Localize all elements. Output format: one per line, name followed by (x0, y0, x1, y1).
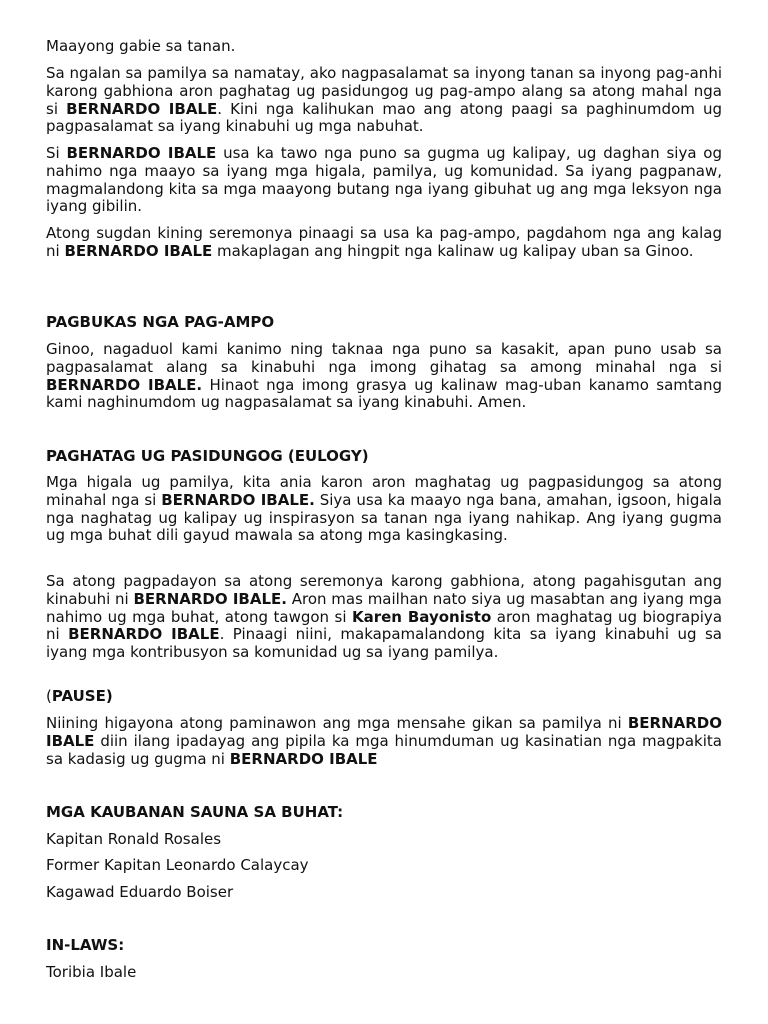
colleague-item: Former Kapitan Leonardo Calaycay (46, 856, 309, 874)
intro-paragraph-1: Sa ngalan sa pamilya sa namatay, ako nagpasalamat sa inyong tanan sa inyong pag-anhi karong gabhiona aron paghatag ug pasidungog ug pag-ampo alang sa atong mahal nga si BERNARDO IBALE. Kini nga kalihukan mao ang atong paagi sa paghinumdom ug pagpasalamat sa iyang kinabuhi ug mga nabuhat. (46, 64, 722, 136)
deceased-name: BERNARDO IBALE. (46, 375, 203, 394)
in-laws-heading: IN-LAWS: (46, 936, 125, 954)
deceased-name: BERNARDO IBALE (66, 99, 218, 118)
greeting-line: Maayong gabie sa tanan. (46, 37, 236, 55)
deceased-name: BERNARDO IBALE (46, 714, 722, 750)
eulogy-paragraph-3: Niining higayona atong paminawon ang mga mensahe gikan sa pamilya ni BERNARDO IBALE diin ilang ipadayag ang pipila ka mga hinumduman ug kasinatian nga magpakita sa kadasig ug gugma ni BERNARDO IBALE (46, 714, 722, 768)
pause-note: (PAUSE) (46, 687, 113, 705)
in-law-item: Toribia Ibale (46, 963, 137, 981)
opening-prayer-heading: PAGBUKAS NGA PAG-AMPO (46, 313, 275, 331)
speaker-name: Karen Bayonisto (351, 607, 492, 626)
deceased-name: BERNARDO IBALE. (161, 490, 315, 509)
eulogy-paragraph-2: Sa atong pagpadayon sa atong seremonya karong gabhiona, atong pagahisgutan ang kinabuhi ni BERNARDO IBALE. Aron mas mailhan nato siya ug masabtan ang iyang mga nahimo ug mga buhat, atong tawgon si Karen Bayonisto aron maghatag ug biograpiya ni BERNARDO IBALE. Pinaagi niini, makapamalandong kita sa iyang kinabuhi ug sa iyang mga kontribusyon sa komunidad ug sa iyang pamilya. (46, 572, 723, 662)
colleague-item: Kagawad Eduardo Boiser (46, 883, 234, 901)
deceased-name: BERNARDO IBALE (66, 144, 217, 162)
intro-paragraph-3: Atong sugdan kining seremonya pinaagi sa usa ka pag-ampo, pagdahom nga ang kalag ni BERNARDO IBALE makaplagan ang hingpit nga kalinaw ug kalipay uban sa Ginoo. (46, 224, 722, 260)
deceased-name: BERNARDO IBALE (229, 749, 378, 768)
eulogy-paragraph-1: Mga higala ug pamilya, kita ania karon aron maghatag ug pagpasidungog sa atong minahal nga si BERNARDO IBALE. Siya usa ka maayo nga bana, amahan, igsoon, higala nga naghatag ug kalipay ug inspirasyon sa tanan nga iyang nahikap. Ang iyang gugma ug mga buhat dili gayud mawala sa atong mga kasingkasing. (46, 473, 723, 545)
colleagues-heading: MGA KAUBANAN SAUNA SA BUHAT: (46, 803, 344, 821)
intro-paragraph-2: Si BERNARDO IBALE usa ka tawo nga puno sa gugma ug kalipay, ug daghan siya og nahimo nga maayo sa iyang mga higala, pamilya, ug komunidad. Sa iyang pagpanaw, magmalandong kita sa mga maayong butang nga iyang gibuhat ug ang mga leksyon nga iyang gibilin. (46, 144, 722, 216)
opening-prayer-paragraph: Ginoo, nagaduol kami kanimo ning taknaa nga puno sa kasakit, apan puno usab sa pagpasalamat alang sa kinabuhi nga imong gihatag sa among minahal nga si BERNARDO IBALE. Hinaot nga imong grasya ug kalinaw mag-uban kanamo samtang kami naghinumdom ug nagpasalamat sa iyang kinabuhi. Amen. (46, 340, 722, 412)
deceased-name: BERNARDO IBALE (68, 625, 220, 644)
eulogy-heading: PAGHATAG UG PASIDUNGOG (EULOGY) (46, 447, 369, 465)
deceased-name: BERNARDO IBALE (64, 241, 213, 260)
colleague-item: Kapitan Ronald Rosales (46, 830, 222, 848)
deceased-name: BERNARDO IBALE. (133, 589, 287, 608)
